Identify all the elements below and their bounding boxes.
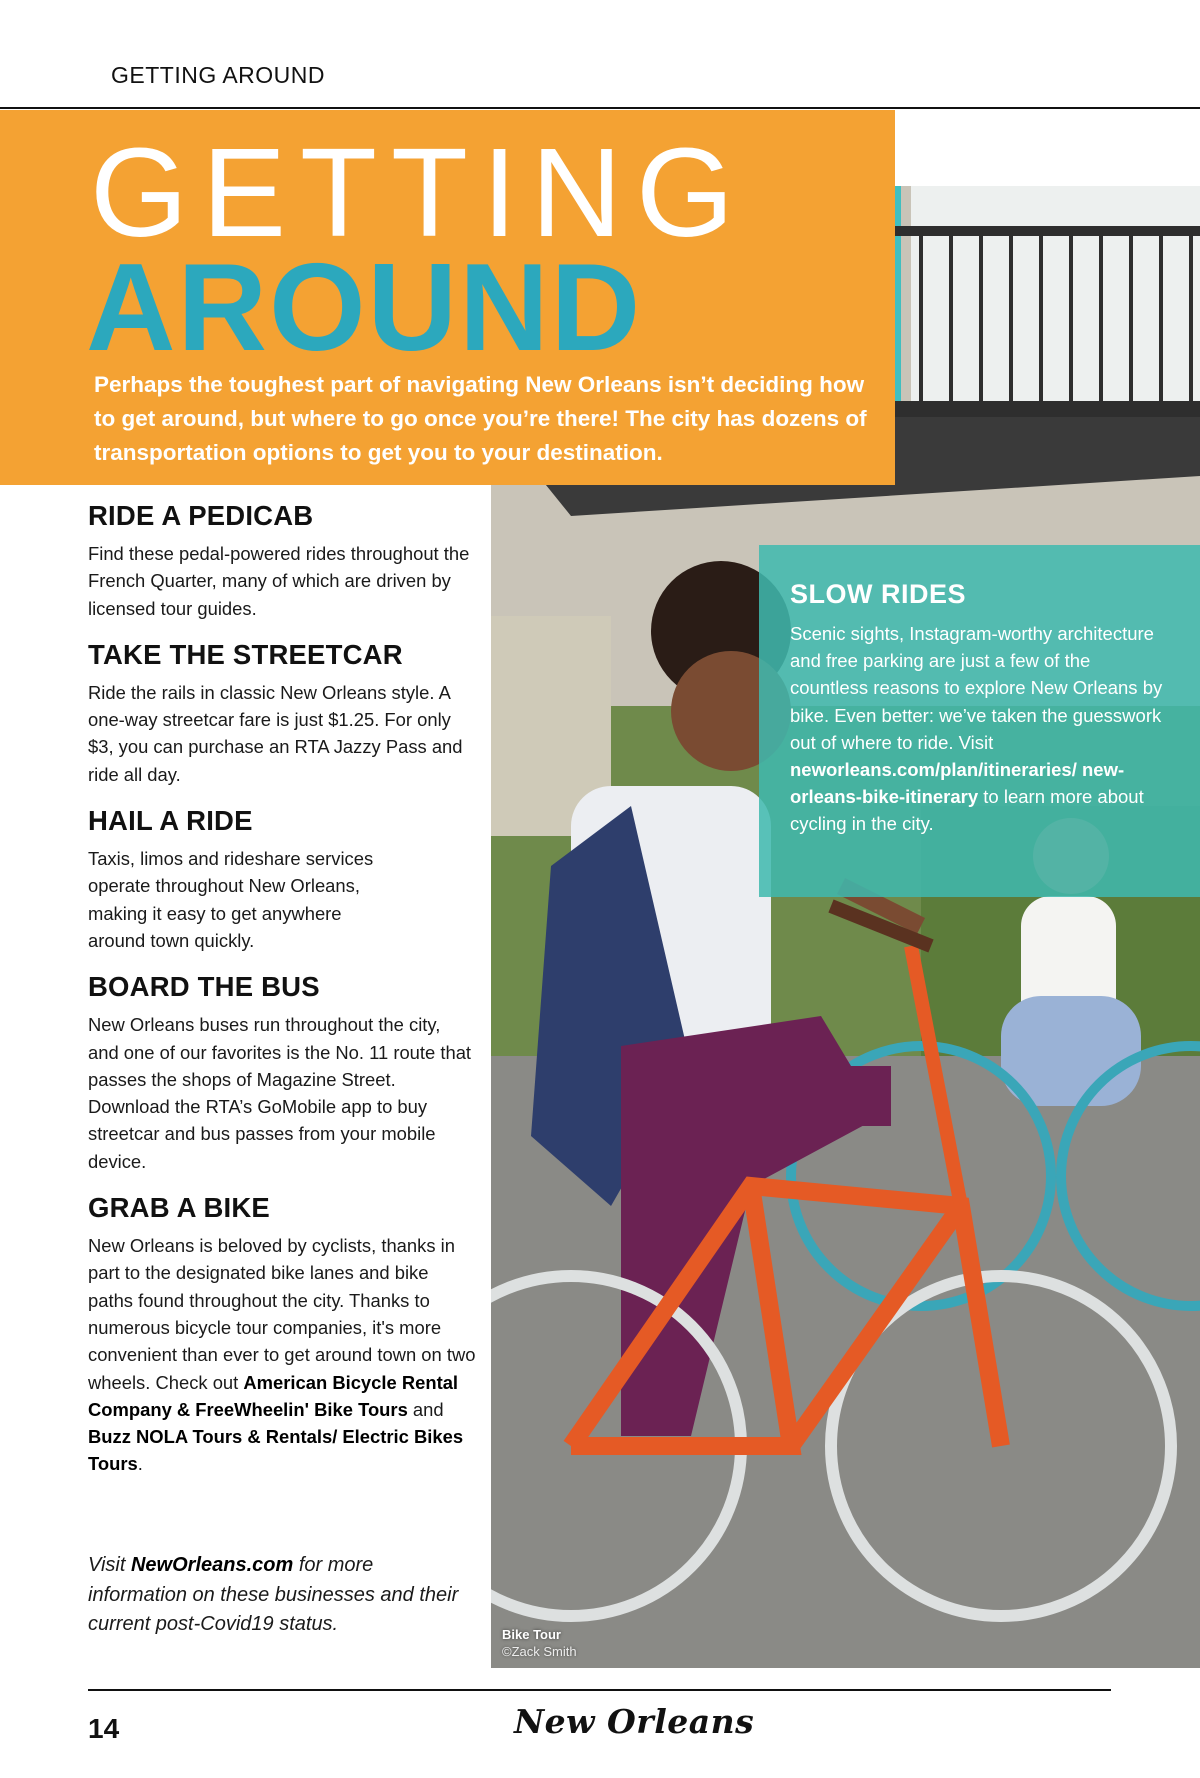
tip-hail-ride — [88, 805, 476, 954]
headline-line-2: AROUND — [86, 239, 643, 377]
website-link[interactable]: NewOrleans.com — [130, 1554, 294, 1576]
headline-line-1: GETTING — [90, 122, 748, 263]
brand-logo: New Orleans — [514, 1702, 755, 1741]
photo-credit — [502, 1626, 577, 1660]
tip-body — [88, 1232, 476, 1478]
tip-body-start: New Orleans is beloved by cyclists, thanks in part to the designated bike lanes and bike paths found throughout the city. Thanks to numerous bicycle tour companies, it's more convenient than ever to get around town on two wheels. Check out — [88, 1235, 476, 1393]
slow-rides-title: SLOW RIDES — [790, 579, 967, 609]
tip-bike — [88, 1192, 476, 1478]
bottom-divider — [88, 1689, 1111, 1691]
bike-itinerary-link[interactable]: neworleans.com/plan/itineraries/ new-orleans-bike-itinerary — [790, 759, 1125, 808]
tip-title: TAKE THE STREETCAR — [88, 638, 403, 670]
tip-body: New Orleans buses run throughout the city, and one of our favorites is the No. 11 route that passes the shops of Magazine Street. Download the RTA’s GoMobile app to buy streetcar and bus passes from your mobile device. — [88, 1014, 472, 1172]
tip-title: GRAB A BIKE — [88, 1192, 270, 1224]
tips-column — [88, 500, 476, 1495]
tip-streetcar — [88, 639, 476, 788]
visit-note — [88, 1551, 468, 1640]
tip-body: Ride the rails in classic New Orleans style. A one-way streetcar fare is just $1.25. For only $3, you can purchase an RTA Jazzy Pass and ride all day. — [88, 681, 463, 785]
company-link-2: Buzz NOLA Tours & Rentals/ Electric Bikes Tours — [88, 1426, 464, 1475]
photo-credit-author: ©Zack Smith — [502, 1644, 577, 1659]
photo-credit-title: Bike Tour — [502, 1627, 561, 1642]
slow-rides-body-end: to learn more about cycling in the city. — [790, 786, 1144, 835]
slow-rides-box — [759, 545, 1200, 897]
tip-body-end: . — [137, 1453, 143, 1475]
visit-post: for more information on these businesses and their current post-Covid19 status. — [88, 1554, 459, 1635]
intro-paragraph: Perhaps the toughest part of navigating New Orleans isn’t deciding how to get around, but where to go once you’re there! The city has dozens of transportation options to get you to your destination. — [94, 372, 867, 465]
visit-pre: Visit — [88, 1554, 131, 1576]
tip-bus — [88, 971, 476, 1175]
company-link-1: American Bicycle Rental Company & FreeWheelin' Bike Tours — [88, 1371, 459, 1420]
tip-title: BOARD THE BUS — [88, 971, 320, 1003]
tip-title: HAIL A RIDE — [88, 805, 253, 837]
tip-body: Taxis, limos and rideshare services operate throughout New Orleans, making it easy to get anywhere around town quickly. — [88, 848, 374, 951]
top-divider — [0, 107, 1200, 109]
and-word: and — [407, 1398, 444, 1420]
tip-title: RIDE A PEDICAB — [88, 500, 314, 531]
tip-body: Find these pedal-powered rides throughout the French Quarter, many of which are driven by licensed tour guides. — [88, 543, 470, 619]
slow-rides-body-start: Scenic sights, Instagram-worthy architecture and free parking are just a few of the countless reasons to explore New Orleans by bike. Even better: we’ve taken the guesswork out of where to ride. Visit — [790, 623, 1163, 753]
tip-pedicab — [88, 500, 476, 622]
slow-rides-text — [790, 620, 1170, 838]
page-number: 14 — [88, 1713, 120, 1744]
section-label: GETTING AROUND — [111, 62, 326, 88]
